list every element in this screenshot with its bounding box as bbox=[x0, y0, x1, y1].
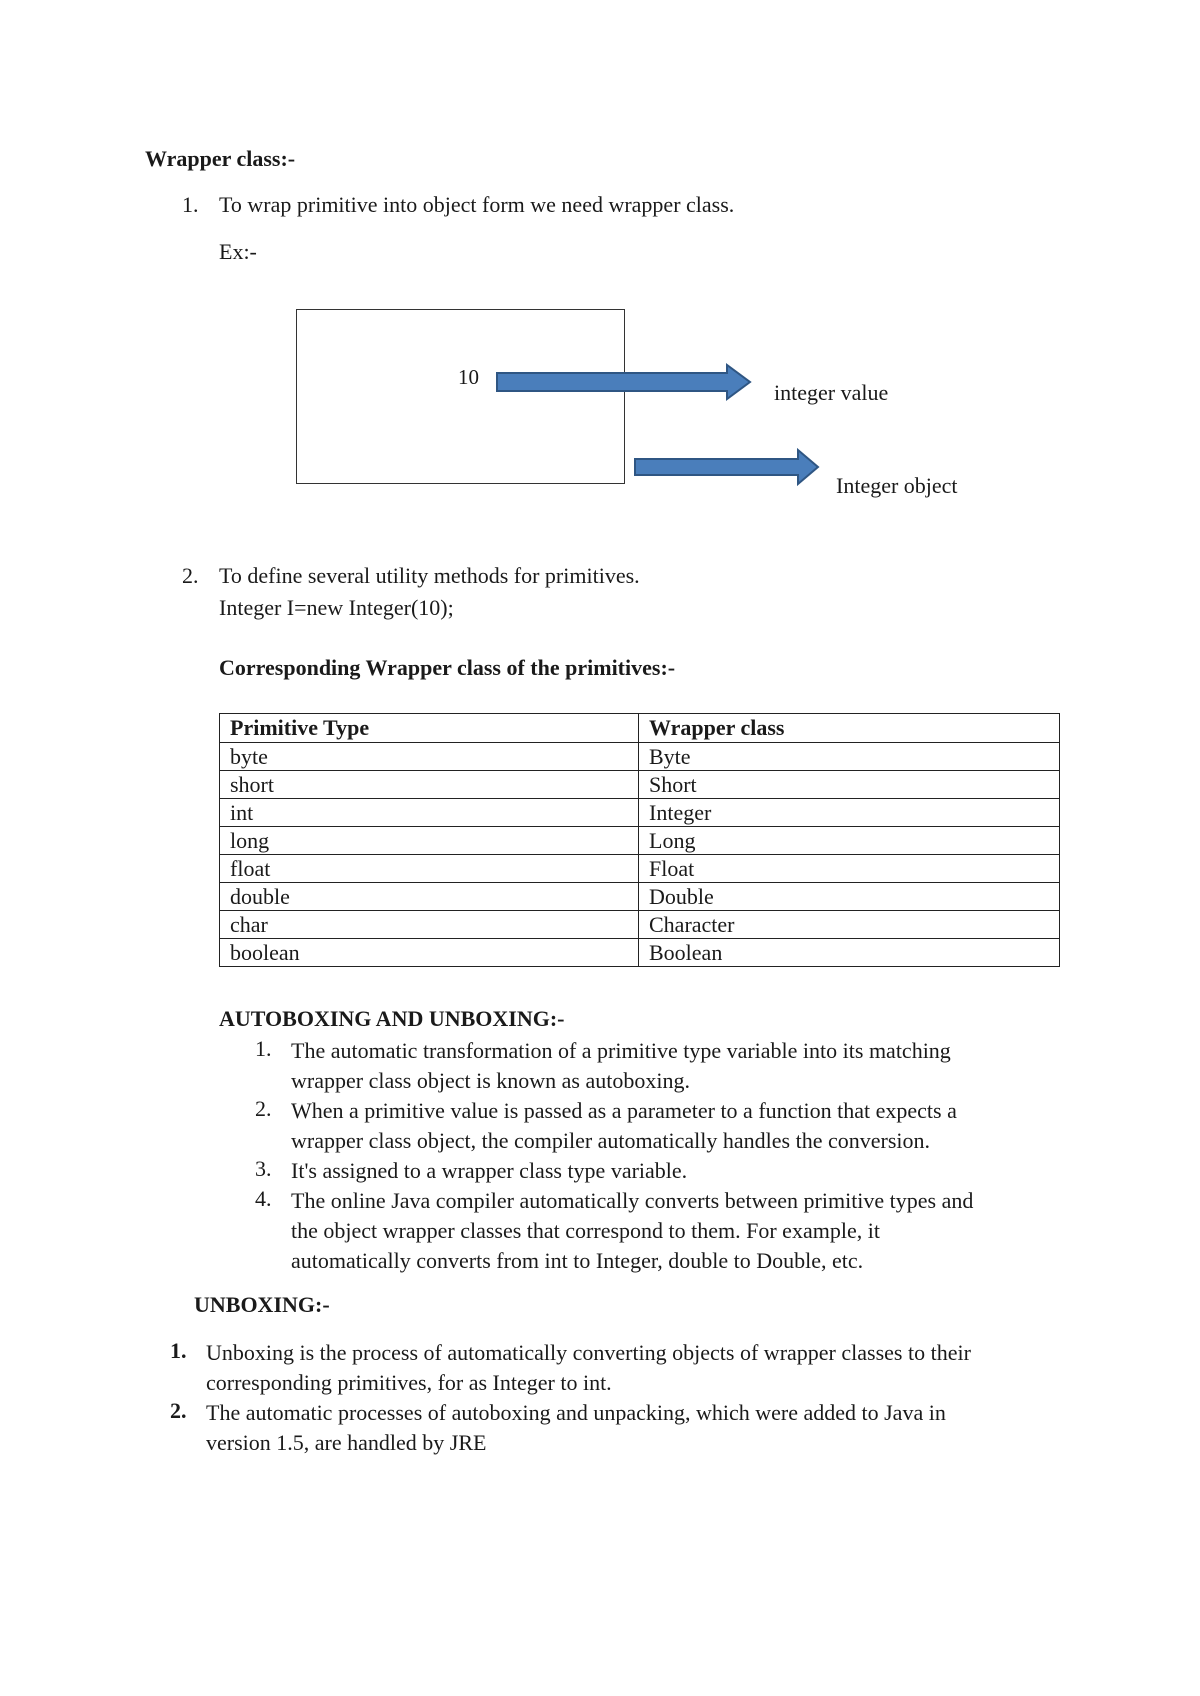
point2-number: 2. bbox=[182, 563, 199, 588]
autoboxing-item-line: The online Java compiler automatically converts between primitive types and bbox=[291, 1188, 974, 1213]
unboxing-item-line: corresponding primitives, for as Integer to int. bbox=[206, 1370, 612, 1395]
autoboxing-item-number: 1. bbox=[255, 1036, 272, 1061]
wrapper-cell: Boolean bbox=[639, 939, 1060, 967]
primitive-cell: boolean bbox=[220, 939, 639, 967]
primitive-value: 10 bbox=[458, 365, 479, 389]
table-row bbox=[220, 855, 1060, 883]
unboxing-item-number: 1. bbox=[170, 1338, 187, 1363]
primitive-cell: long bbox=[220, 827, 639, 855]
point1-text: To wrap primitive into object form we need wrapper class. bbox=[219, 192, 735, 217]
autoboxing-item-line: the object wrapper classes that correspond to them. For example, it bbox=[291, 1218, 880, 1243]
table-row bbox=[220, 911, 1060, 939]
table-row bbox=[220, 939, 1060, 967]
diagram-arrows bbox=[0, 0, 1200, 520]
autoboxing-item bbox=[291, 1096, 957, 1156]
example-label: Ex:- bbox=[219, 239, 257, 264]
unboxing-item-number: 2. bbox=[170, 1398, 187, 1423]
wrapper-table bbox=[219, 713, 1060, 967]
autoboxing-item-line: It's assigned to a wrapper class type variable. bbox=[291, 1158, 688, 1183]
arrow-to-integer-value bbox=[497, 365, 750, 399]
point2-code: Integer I=new Integer(10); bbox=[219, 595, 454, 620]
integer-value-label: integer value bbox=[774, 380, 889, 405]
arrow-to-integer-object bbox=[635, 450, 818, 484]
header-primitive-type: Primitive Type bbox=[220, 714, 639, 743]
wrapper-cell: Double bbox=[639, 883, 1060, 911]
table-row bbox=[220, 743, 1060, 771]
autoboxing-item-line: automatically converts from int to Integer, double to Double, etc. bbox=[291, 1248, 864, 1273]
primitive-cell: int bbox=[220, 799, 639, 827]
autoboxing-item bbox=[291, 1186, 973, 1276]
unboxing-item-line: The automatic processes of autoboxing and unpacking, which were added to Java in bbox=[206, 1400, 946, 1425]
autoboxing-item bbox=[291, 1156, 687, 1186]
autoboxing-item-number: 4. bbox=[255, 1186, 272, 1211]
autoboxing-item-number: 2. bbox=[255, 1096, 272, 1121]
table-row bbox=[220, 883, 1060, 911]
unboxing-item bbox=[206, 1398, 946, 1458]
wrapper-cell: Integer bbox=[639, 799, 1060, 827]
point1-number: 1. bbox=[182, 192, 199, 217]
primitive-cell: byte bbox=[220, 743, 639, 771]
primitive-cell: short bbox=[220, 771, 639, 799]
table-row bbox=[220, 799, 1060, 827]
autoboxing-item-line: wrapper class object is known as autoboxing. bbox=[291, 1068, 690, 1093]
unboxing-item bbox=[206, 1338, 971, 1398]
primitive-cell: double bbox=[220, 883, 639, 911]
wrapper-cell: Byte bbox=[639, 743, 1060, 771]
page-heading: Wrapper class:- bbox=[145, 146, 296, 171]
autoboxing-item bbox=[291, 1036, 951, 1096]
wrapper-cell: Long bbox=[639, 827, 1060, 855]
wrapper-cell: Short bbox=[639, 771, 1060, 799]
wrapper-cell: Character bbox=[639, 911, 1060, 939]
primitive-cell: float bbox=[220, 855, 639, 883]
autoboxing-item-number: 3. bbox=[255, 1156, 272, 1181]
autoboxing-item-line: The automatic transformation of a primitive type variable into its matching bbox=[291, 1038, 951, 1063]
table-row bbox=[220, 771, 1060, 799]
autoboxing-title: AUTOBOXING AND UNBOXING:- bbox=[219, 1006, 565, 1031]
point2-text: To define several utility methods for primitives. bbox=[219, 563, 640, 588]
unboxing-item-line: Unboxing is the process of automatically converting objects of wrapper classes to their bbox=[206, 1340, 971, 1365]
unboxing-item-line: version 1.5, are handled by JRE bbox=[206, 1430, 487, 1455]
autoboxing-item-line: wrapper class object, the compiler automatically handles the conversion. bbox=[291, 1128, 930, 1153]
wrapper-cell: Float bbox=[639, 855, 1060, 883]
unboxing-title: UNBOXING:- bbox=[194, 1292, 330, 1317]
table-title: Corresponding Wrapper class of the primitives:- bbox=[219, 655, 676, 680]
header-wrapper-class: Wrapper class bbox=[639, 714, 1060, 743]
table-header-row bbox=[220, 714, 1060, 743]
table-row bbox=[220, 827, 1060, 855]
integer-object-label: Integer object bbox=[836, 473, 958, 498]
primitive-cell: char bbox=[220, 911, 639, 939]
autoboxing-item-line: When a primitive value is passed as a parameter to a function that expects a bbox=[291, 1098, 957, 1123]
